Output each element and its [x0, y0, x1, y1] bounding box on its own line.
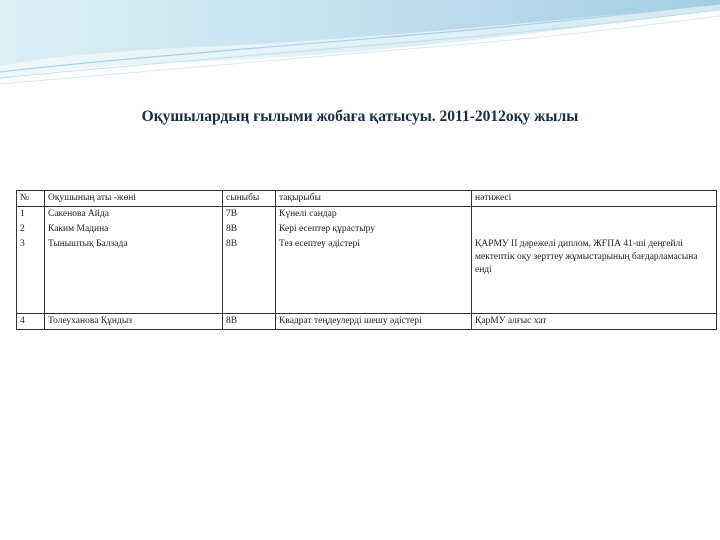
row-name: Сакенова Айда — [45, 207, 223, 223]
row-num: 3 — [17, 237, 45, 314]
table-row — [17, 314, 717, 330]
row-name: Каким Мадина — [45, 222, 223, 237]
header-class: сыныбы — [223, 191, 276, 207]
participation-table-container — [16, 190, 716, 330]
row-topic: Тез есептеу әдістері — [276, 237, 472, 314]
row-topic: Квадрат теңдеулерді шешу әдістері — [276, 314, 472, 330]
header-num: № — [17, 191, 45, 207]
header-result: нәтижесі — [472, 191, 717, 207]
row-class: 8В — [223, 314, 276, 330]
table-row — [17, 237, 717, 314]
table-row — [17, 222, 717, 237]
row-result: ҚарМУ алғыс хат — [472, 314, 717, 330]
decorative-wave-header — [0, 0, 720, 95]
participation-table — [16, 190, 717, 330]
row-num: 1 — [17, 207, 45, 223]
row-name: Толеуханова Құндыз — [45, 314, 223, 330]
row-class: 7В — [223, 207, 276, 223]
row-topic: Күнелі сандар — [276, 207, 472, 223]
table-header-row — [17, 191, 717, 207]
row-class: 8В — [223, 222, 276, 237]
row-num: 4 — [17, 314, 45, 330]
row-name: Тыныштық Балзада — [45, 237, 223, 314]
page-title: Оқушылардың ғылыми жобаға қатысуы. 2011-2012оқу жылы — [141, 108, 579, 125]
row-class: 8В — [223, 237, 276, 314]
row-result: ҚАРМУ II дәрежелі диплом, ЖҒПА 41-ші деңгейлі мектептік оқу зерттеу жұмыстарының бағдарламасына енді — [472, 237, 717, 314]
row-result — [472, 222, 717, 237]
header-name: Оқушының аты -жөні — [45, 191, 223, 207]
row-num: 2 — [17, 222, 45, 237]
header-topic: тақырыбы — [276, 191, 472, 207]
row-result — [472, 207, 717, 223]
table-row — [17, 207, 717, 223]
row-topic: Кері есептер құрастыру — [276, 222, 472, 237]
